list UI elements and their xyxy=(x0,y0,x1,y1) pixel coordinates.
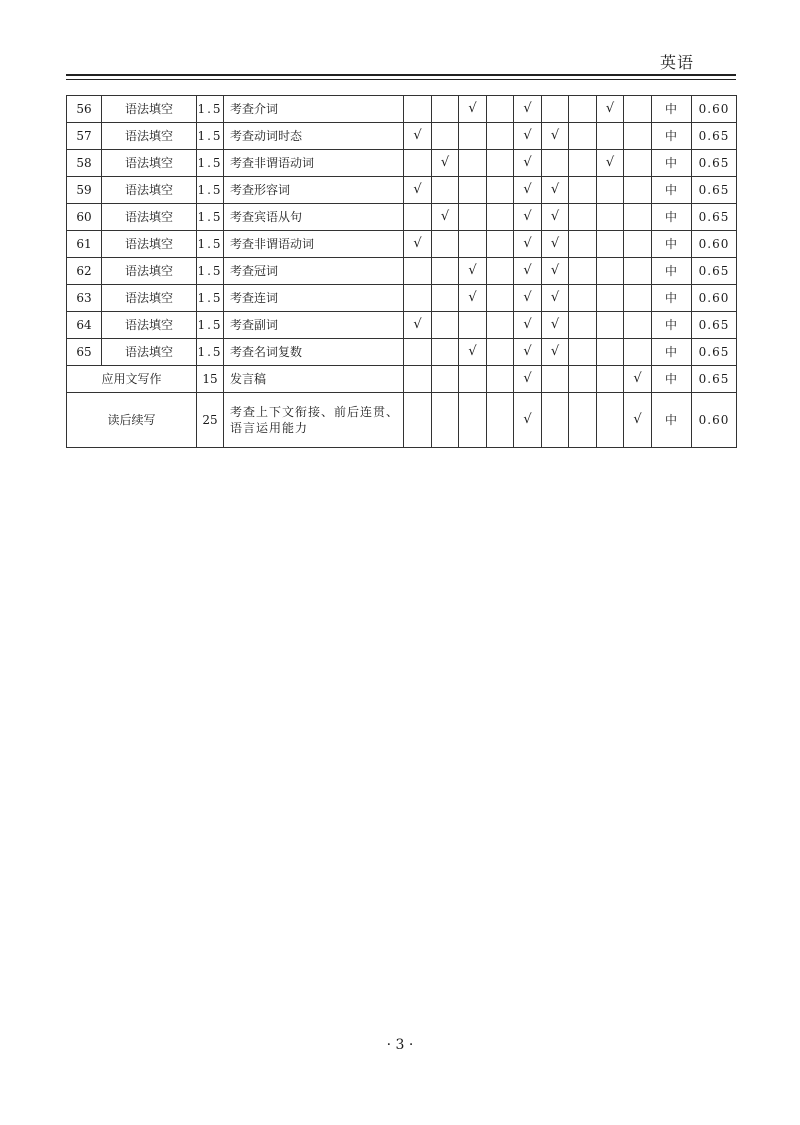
question-number-cell: 64 xyxy=(67,312,102,339)
page-header-subject: 英语 xyxy=(659,53,694,72)
target-check-cell xyxy=(487,231,514,258)
difficulty-cell: 中 xyxy=(652,204,692,231)
target-check-cell xyxy=(597,258,624,285)
target-check-cell xyxy=(404,285,432,312)
target-check-cell: √ xyxy=(542,204,569,231)
target-check-cell: √ xyxy=(514,285,542,312)
target-check-cell: √ xyxy=(514,204,542,231)
difficulty-cell: 中 xyxy=(652,366,692,393)
target-check-cell xyxy=(597,312,624,339)
page-number: · 3 · xyxy=(386,1037,414,1053)
target-check-cell: √ xyxy=(542,339,569,366)
target-check-cell xyxy=(542,366,569,393)
score-cell: 1.5 xyxy=(197,150,224,177)
target-check-cell xyxy=(459,393,487,448)
target-check-cell: √ xyxy=(542,231,569,258)
target-check-cell: √ xyxy=(597,150,624,177)
assessment-content-cell: 考查名词复数 xyxy=(224,339,404,366)
target-check-cell xyxy=(459,123,487,150)
difficulty-index-cell: 0.65 xyxy=(692,339,737,366)
question-type-cell: 语法填空 xyxy=(102,96,197,123)
target-check-cell xyxy=(487,204,514,231)
target-check-cell xyxy=(624,150,652,177)
difficulty-cell: 中 xyxy=(652,285,692,312)
score-cell: 25 xyxy=(197,393,224,448)
table-row xyxy=(67,285,737,312)
target-check-cell xyxy=(624,123,652,150)
assessment-content-cell: 考查非谓语动词 xyxy=(224,231,404,258)
target-check-cell: √ xyxy=(542,177,569,204)
target-check-cell xyxy=(624,312,652,339)
target-check-cell xyxy=(624,231,652,258)
target-check-cell xyxy=(432,231,459,258)
target-check-cell: √ xyxy=(514,339,542,366)
target-check-cell xyxy=(624,96,652,123)
difficulty-cell: 中 xyxy=(652,312,692,339)
target-check-cell xyxy=(459,312,487,339)
question-number-cell: 65 xyxy=(67,339,102,366)
difficulty-index-cell: 0.65 xyxy=(692,177,737,204)
question-number-cell: 59 xyxy=(67,177,102,204)
question-number-cell: 62 xyxy=(67,258,102,285)
difficulty-index-cell: 0.60 xyxy=(692,285,737,312)
target-check-cell xyxy=(487,258,514,285)
target-check-cell: √ xyxy=(459,258,487,285)
score-cell: 1.5 xyxy=(197,231,224,258)
target-check-cell: √ xyxy=(597,96,624,123)
target-check-cell xyxy=(432,366,459,393)
score-cell: 1.5 xyxy=(197,312,224,339)
difficulty-cell: 中 xyxy=(652,258,692,285)
target-check-cell xyxy=(569,258,597,285)
target-check-cell: √ xyxy=(542,312,569,339)
score-cell: 1.5 xyxy=(197,96,224,123)
target-check-cell xyxy=(487,123,514,150)
difficulty-cell: 中 xyxy=(652,339,692,366)
assessment-content-cell: 考查动词时态 xyxy=(224,123,404,150)
target-check-cell xyxy=(404,258,432,285)
target-check-cell xyxy=(569,312,597,339)
question-type-cell: 语法填空 xyxy=(102,339,197,366)
question-number-cell: 60 xyxy=(67,204,102,231)
target-check-cell xyxy=(432,285,459,312)
target-check-cell xyxy=(404,393,432,448)
table-row xyxy=(67,96,737,123)
target-check-cell: √ xyxy=(432,150,459,177)
table-row xyxy=(67,204,737,231)
question-number-cell: 56 xyxy=(67,96,102,123)
target-check-cell xyxy=(404,96,432,123)
target-check-cell: √ xyxy=(542,123,569,150)
target-check-cell xyxy=(569,123,597,150)
target-check-cell xyxy=(624,258,652,285)
target-check-cell: √ xyxy=(459,96,487,123)
target-check-cell: √ xyxy=(542,285,569,312)
target-check-cell: √ xyxy=(624,366,652,393)
difficulty-index-cell: 0.60 xyxy=(692,96,737,123)
target-check-cell xyxy=(569,285,597,312)
score-cell: 1.5 xyxy=(197,177,224,204)
target-check-cell xyxy=(432,312,459,339)
target-check-cell: √ xyxy=(459,285,487,312)
question-type-cell: 应用文写作 xyxy=(67,366,197,393)
target-check-cell xyxy=(569,231,597,258)
difficulty-index-cell: 0.65 xyxy=(692,150,737,177)
target-check-cell: √ xyxy=(404,312,432,339)
target-check-cell xyxy=(597,204,624,231)
table-row xyxy=(67,150,737,177)
target-check-cell xyxy=(487,339,514,366)
table-row xyxy=(67,258,737,285)
target-check-cell: √ xyxy=(404,231,432,258)
target-check-cell xyxy=(432,339,459,366)
target-check-cell xyxy=(597,393,624,448)
target-check-cell xyxy=(597,366,624,393)
difficulty-index-cell: 0.65 xyxy=(692,366,737,393)
difficulty-cell: 中 xyxy=(652,96,692,123)
target-check-cell xyxy=(597,285,624,312)
table-row xyxy=(67,393,737,448)
difficulty-cell: 中 xyxy=(652,150,692,177)
difficulty-index-cell: 0.65 xyxy=(692,312,737,339)
difficulty-cell: 中 xyxy=(652,393,692,448)
target-check-cell xyxy=(542,96,569,123)
target-check-cell xyxy=(542,393,569,448)
question-type-cell: 语法填空 xyxy=(102,150,197,177)
table-row xyxy=(67,177,737,204)
assessment-content-cell: 考查连词 xyxy=(224,285,404,312)
assessment-content-cell: 考查形容词 xyxy=(224,177,404,204)
target-check-cell xyxy=(597,123,624,150)
target-check-cell xyxy=(542,150,569,177)
target-check-cell xyxy=(624,204,652,231)
exam-spec-table xyxy=(66,95,737,448)
target-check-cell xyxy=(432,393,459,448)
target-check-cell xyxy=(432,123,459,150)
target-check-cell xyxy=(624,177,652,204)
table-row xyxy=(67,312,737,339)
difficulty-cell: 中 xyxy=(652,231,692,258)
target-check-cell: √ xyxy=(514,312,542,339)
question-type-cell: 语法填空 xyxy=(102,258,197,285)
difficulty-index-cell: 0.60 xyxy=(692,393,737,448)
score-cell: 1.5 xyxy=(197,123,224,150)
table-row xyxy=(67,366,737,393)
difficulty-cell: 中 xyxy=(652,123,692,150)
target-check-cell xyxy=(487,96,514,123)
difficulty-index-cell: 0.65 xyxy=(692,258,737,285)
difficulty-index-cell: 0.60 xyxy=(692,231,737,258)
header-rule-thin xyxy=(66,79,736,80)
target-check-cell xyxy=(624,339,652,366)
target-check-cell xyxy=(597,339,624,366)
target-check-cell xyxy=(459,177,487,204)
target-check-cell xyxy=(624,285,652,312)
target-check-cell xyxy=(459,150,487,177)
target-check-cell: √ xyxy=(404,123,432,150)
target-check-cell xyxy=(459,366,487,393)
score-cell: 1.5 xyxy=(197,339,224,366)
target-check-cell: √ xyxy=(514,96,542,123)
question-number-cell: 58 xyxy=(67,150,102,177)
score-cell: 1.5 xyxy=(197,204,224,231)
score-cell: 1.5 xyxy=(197,258,224,285)
question-type-cell: 语法填空 xyxy=(102,231,197,258)
target-check-cell: √ xyxy=(404,177,432,204)
target-check-cell xyxy=(404,150,432,177)
target-check-cell xyxy=(432,96,459,123)
question-type-cell: 语法填空 xyxy=(102,312,197,339)
assessment-content-cell: 发言稿 xyxy=(224,366,404,393)
target-check-cell xyxy=(459,204,487,231)
target-check-cell xyxy=(432,177,459,204)
target-check-cell xyxy=(569,150,597,177)
score-cell: 1.5 xyxy=(197,285,224,312)
target-check-cell xyxy=(569,96,597,123)
target-check-cell xyxy=(487,393,514,448)
target-check-cell: √ xyxy=(624,393,652,448)
target-check-cell xyxy=(487,150,514,177)
target-check-cell xyxy=(404,339,432,366)
target-check-cell: √ xyxy=(514,393,542,448)
assessment-content-cell: 考查介词 xyxy=(224,96,404,123)
assessment-content-cell: 考查副词 xyxy=(224,312,404,339)
target-check-cell xyxy=(487,312,514,339)
target-check-cell xyxy=(459,231,487,258)
target-check-cell xyxy=(597,231,624,258)
target-check-cell: √ xyxy=(514,258,542,285)
target-check-cell xyxy=(597,177,624,204)
question-number-cell: 63 xyxy=(67,285,102,312)
question-type-cell: 语法填空 xyxy=(102,204,197,231)
target-check-cell: √ xyxy=(432,204,459,231)
target-check-cell xyxy=(487,285,514,312)
target-check-cell xyxy=(487,366,514,393)
table-row xyxy=(67,123,737,150)
target-check-cell: √ xyxy=(514,150,542,177)
difficulty-index-cell: 0.65 xyxy=(692,204,737,231)
target-check-cell xyxy=(569,366,597,393)
target-check-cell: √ xyxy=(542,258,569,285)
table-row xyxy=(67,231,737,258)
header-rule-thick xyxy=(66,74,736,76)
target-check-cell xyxy=(404,366,432,393)
question-number-cell: 57 xyxy=(67,123,102,150)
question-number-cell: 61 xyxy=(67,231,102,258)
exam-spec-table-body xyxy=(67,96,737,448)
target-check-cell: √ xyxy=(514,231,542,258)
question-type-cell: 语法填空 xyxy=(102,285,197,312)
target-check-cell: √ xyxy=(514,177,542,204)
question-type-cell: 语法填空 xyxy=(102,177,197,204)
difficulty-cell: 中 xyxy=(652,177,692,204)
score-cell: 15 xyxy=(197,366,224,393)
target-check-cell xyxy=(569,177,597,204)
assessment-content-cell: 考查宾语从句 xyxy=(224,204,404,231)
target-check-cell xyxy=(487,177,514,204)
assessment-content-cell: 考查冠词 xyxy=(224,258,404,285)
target-check-cell: √ xyxy=(514,123,542,150)
target-check-cell: √ xyxy=(459,339,487,366)
target-check-cell xyxy=(569,204,597,231)
target-check-cell xyxy=(569,393,597,448)
target-check-cell xyxy=(404,204,432,231)
difficulty-index-cell: 0.65 xyxy=(692,123,737,150)
question-type-cell: 读后续写 xyxy=(67,393,197,448)
target-check-cell xyxy=(432,258,459,285)
table-row xyxy=(67,339,737,366)
question-type-cell: 语法填空 xyxy=(102,123,197,150)
target-check-cell xyxy=(569,339,597,366)
assessment-content-cell: 考查非谓语动词 xyxy=(224,150,404,177)
target-check-cell: √ xyxy=(514,366,542,393)
assessment-content-cell: 考查上下文衔接、前后连贯、语言运用能力 xyxy=(224,393,404,448)
